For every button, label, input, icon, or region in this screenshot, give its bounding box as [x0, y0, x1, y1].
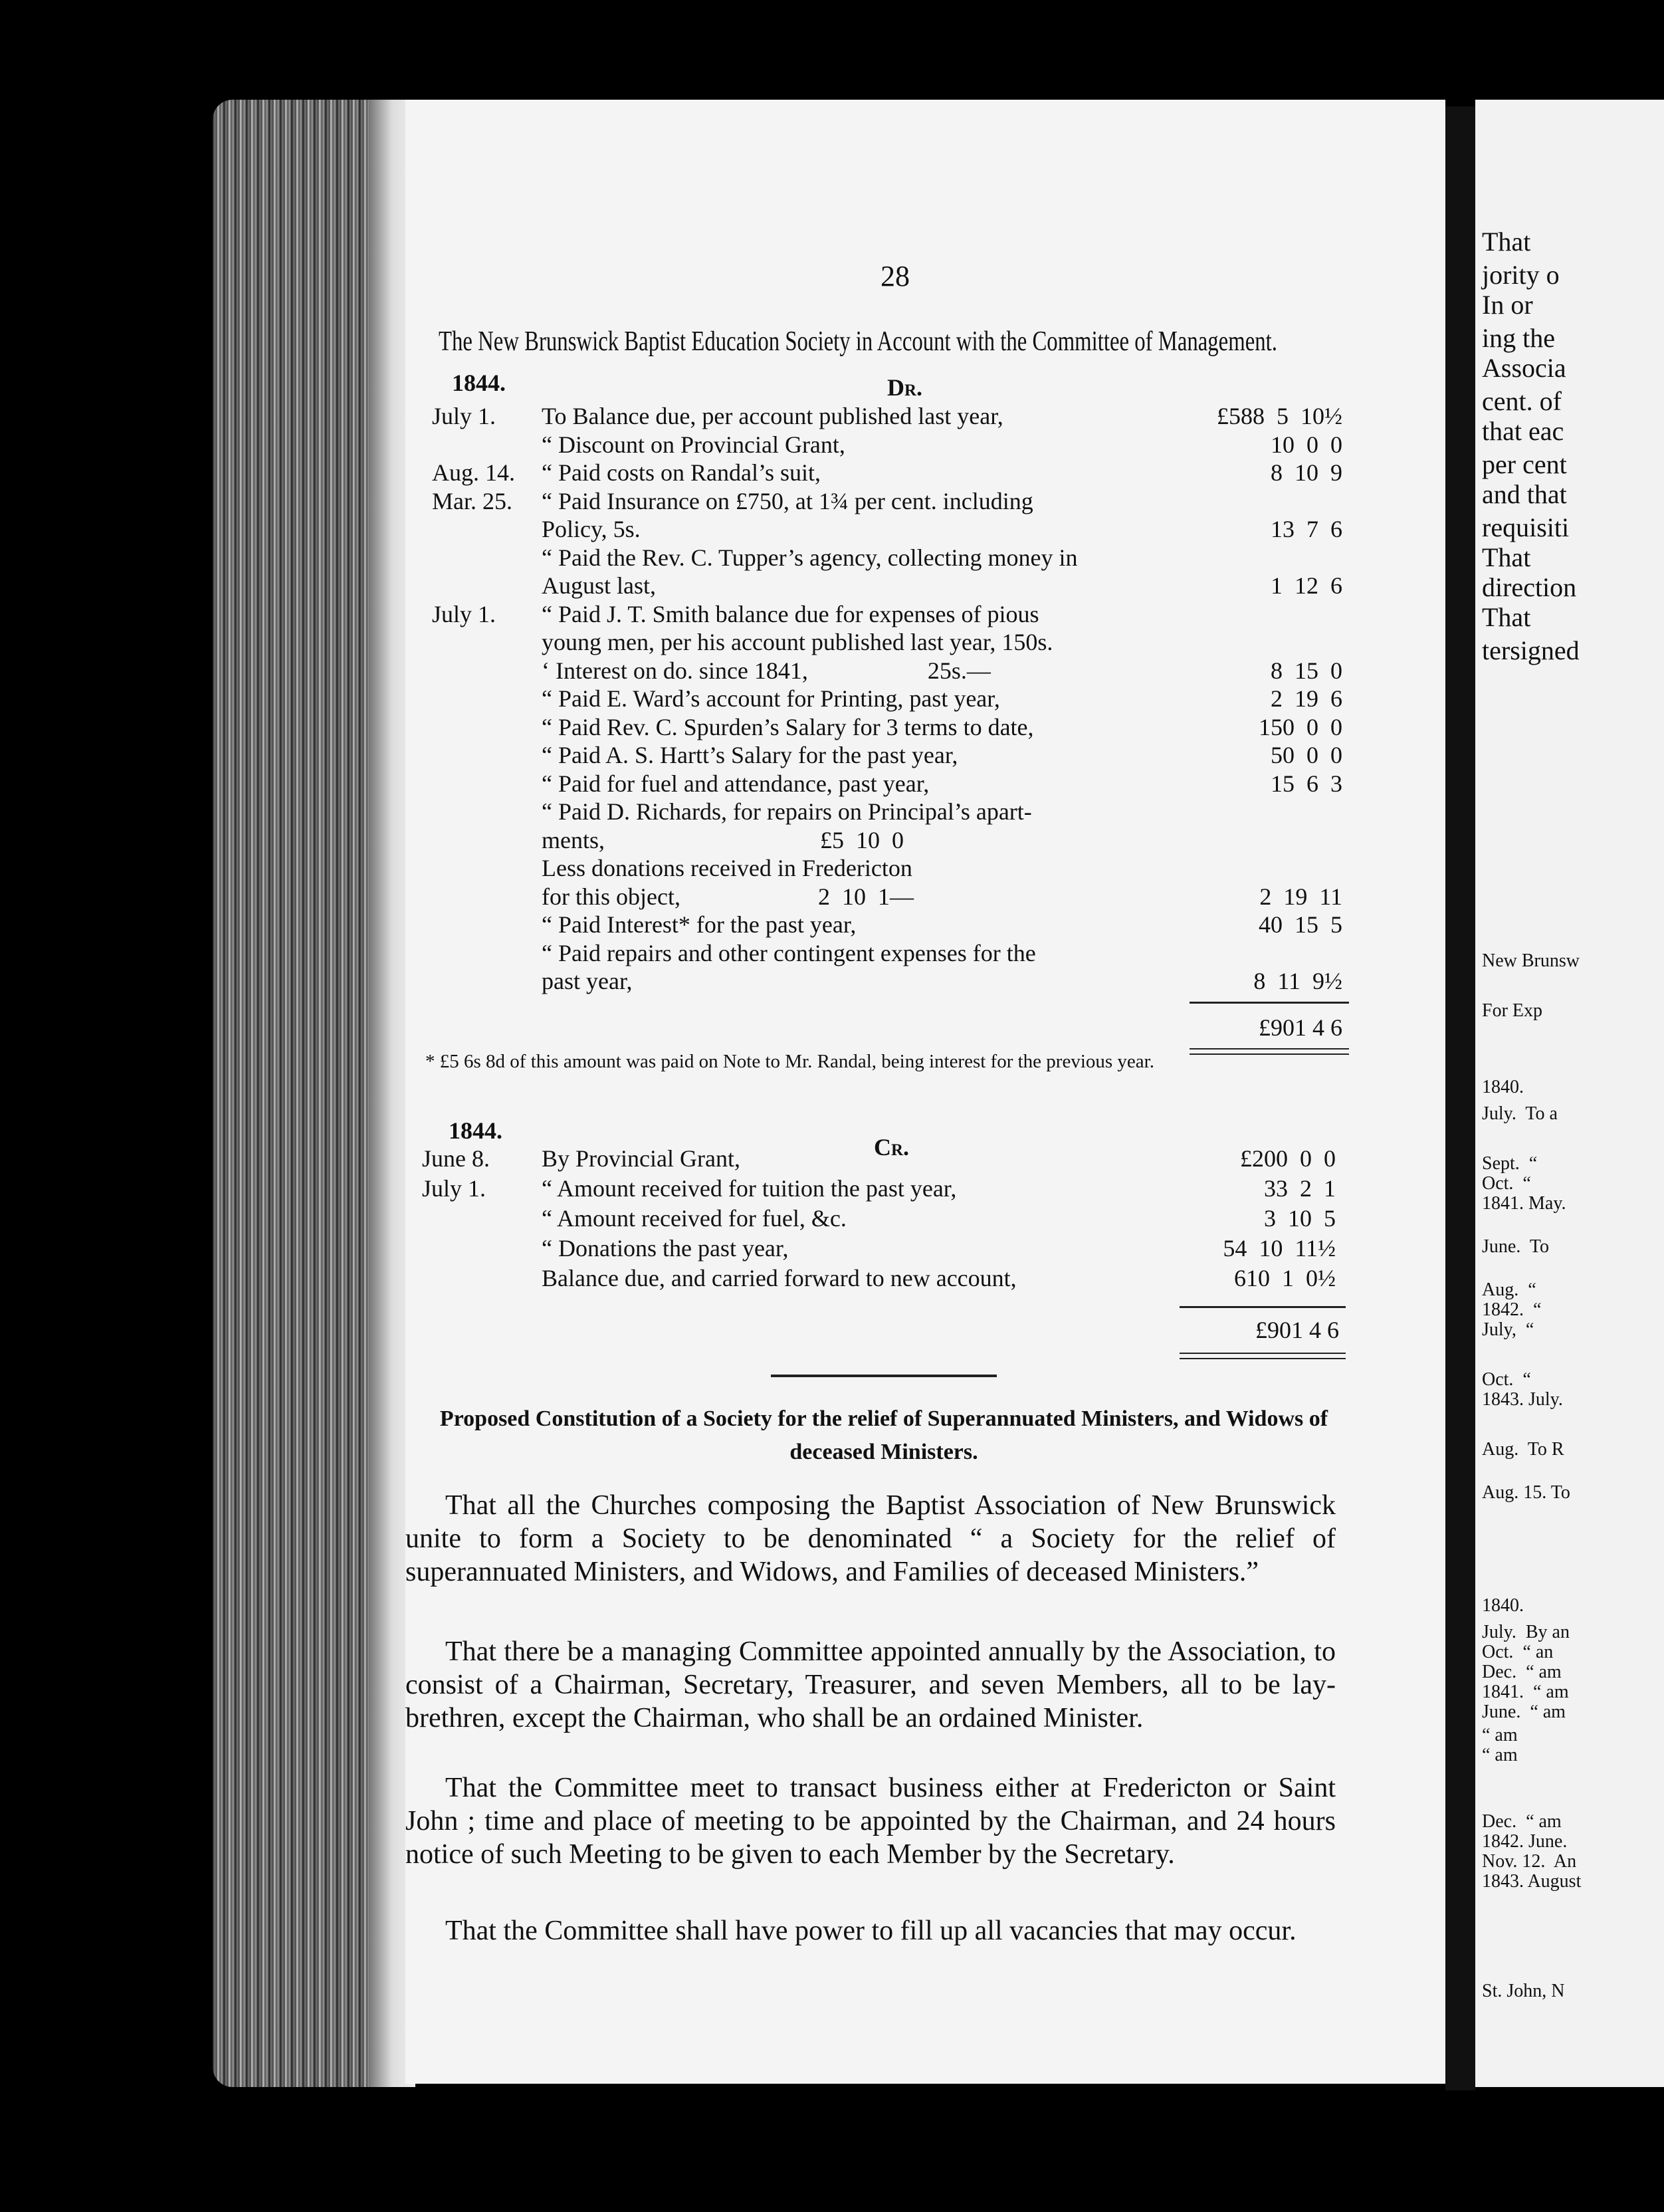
- right-page-fragment: requisiti: [1482, 512, 1570, 542]
- credit-entry-date: June 8.: [422, 1145, 490, 1172]
- right-page-fragment: In or: [1482, 290, 1533, 320]
- debit-total-rule-top: [1190, 1002, 1349, 1004]
- credit-entry-amount: £200 0 0: [1240, 1145, 1336, 1172]
- right-page-fragment: For Exp: [1482, 1000, 1542, 1021]
- debit-entry-amount: 2 19 11: [1259, 883, 1342, 910]
- right-page-fragment: July. By an: [1482, 1622, 1570, 1642]
- credit-entry-text: By Provincial Grant,: [542, 1145, 740, 1172]
- debit-entry-text: August last,: [542, 572, 657, 599]
- credit-entry-amount: 610 1 0½: [1234, 1265, 1336, 1291]
- right-page-fragment: 1841. “ am: [1482, 1682, 1569, 1702]
- debit-entry-text: Policy, 5s.: [542, 516, 641, 542]
- right-page-fragment: 1843. August: [1482, 1871, 1582, 1892]
- debit-entry-amount: 10 0 0: [1271, 431, 1342, 458]
- right-page-fragment: Dec. “ am: [1482, 1662, 1562, 1682]
- right-page-fragment: that eac: [1482, 416, 1564, 446]
- credit-total: £901 4 6: [1255, 1317, 1339, 1343]
- right-page-fragment: July, “: [1482, 1319, 1534, 1340]
- debit-entry-amount: 2 19 6: [1271, 685, 1342, 712]
- debit-entry-text: “ Discount on Provincial Grant,: [542, 431, 845, 458]
- debit-total-rule-bottom: [1190, 1048, 1349, 1050]
- debit-entry-date: Aug. 14.: [432, 459, 515, 486]
- debit-entry-text: “ Paid for fuel and attendance, past year,: [542, 770, 930, 797]
- right-page-fragment: ing the: [1482, 323, 1555, 353]
- debit-entry-amount: 8 11 9½: [1253, 968, 1342, 994]
- debit-entry-amount: 150 0 0: [1259, 713, 1342, 740]
- debit-entry-amount: 15 6 3: [1271, 770, 1342, 797]
- right-page-fragment: Dec. “ am: [1482, 1811, 1562, 1832]
- right-page-fragment: 1843. July.: [1482, 1389, 1563, 1410]
- debit-entry-date: Mar. 25.: [432, 487, 512, 514]
- right-page-fragment: That: [1482, 227, 1531, 257]
- section-title: Proposed Constitution of a Society for the relief of Superannuated Ministers, and Widows of deceased Ministers.: [439, 1406, 1328, 1464]
- account-title: The New Brunswick Baptist Education Society in Account with the Committee of Management.: [439, 326, 1277, 357]
- debit-entry-text: “ Paid costs on Randal’s suit,: [542, 459, 821, 486]
- right-page-fragment: 1842. June.: [1482, 1831, 1568, 1852]
- debit-entry-text: past year,: [542, 968, 633, 994]
- paragraph-2: That there be a managing Committee appointed annually by the Association, to consist of a Chairman, Secretary, Treasurer, and seven Members, all to be lay-brethren, except the Chairman, who shall be an ordained Minister.: [405, 1636, 1336, 1733]
- credit-entry-amount: 54 10 11½: [1223, 1235, 1336, 1262]
- credit-entry-amount: 33 2 1: [1264, 1175, 1336, 1202]
- debit-entry-text: “ Paid J. T. Smith balance due for expenses of pious: [542, 600, 1039, 627]
- debit-entry-text: “ Paid the Rev. C. Tupper’s agency, collecting money in: [542, 544, 1078, 571]
- right-page-fragment: Oct. “: [1482, 1173, 1531, 1194]
- right-page-fragment: “ am: [1482, 1725, 1518, 1745]
- credit-header: Cr.: [874, 1134, 910, 1161]
- right-page-fragment: 1840.: [1482, 1077, 1524, 1097]
- credit-total-rule-bottom-2: [1180, 1358, 1346, 1359]
- right-page-fragment: July. To a: [1482, 1103, 1558, 1124]
- credit-total-rule-top: [1180, 1306, 1346, 1308]
- debit-entry-amount: 1 12 6: [1271, 572, 1342, 599]
- debit-entry-text: Less donations received in Fredericton: [542, 855, 912, 881]
- debit-entry-text: “ Paid E. Ward’s account for Printing, past year,: [542, 685, 1000, 712]
- credit-entry-amount: 3 10 5: [1264, 1205, 1336, 1232]
- right-page-fragment: 1840.: [1482, 1595, 1524, 1616]
- right-page-fragment: Oct. “: [1482, 1369, 1531, 1390]
- credit-entry-text: “ Amount received for fuel, &c.: [542, 1205, 847, 1232]
- debit-entry-text: young men, per his account published last year, 150s.: [542, 629, 1053, 655]
- debit-entry-text: ments, £5 10 0: [542, 826, 904, 853]
- credit-year: 1844.: [449, 1117, 502, 1144]
- debit-entry-amount: £588 5 10½: [1217, 403, 1342, 429]
- right-page-fragment: Aug. 15. To: [1482, 1482, 1570, 1503]
- right-page: [1475, 100, 1664, 2087]
- right-page-fragment: Aug. “: [1482, 1279, 1536, 1300]
- credit-entry-text: “ Donations the past year,: [542, 1235, 789, 1262]
- right-page-fragment: Aug. To R: [1482, 1439, 1564, 1460]
- debit-entry-text: “ Paid D. Richards, for repairs on Principal’s apart-: [542, 798, 1032, 825]
- debit-entry-text: To Balance due, per account published last year,: [542, 403, 1003, 429]
- paragraph-4: That the Committee shall have power to fill up all vacancies that may occur.: [445, 1916, 1297, 1946]
- credit-entry-text: “ Amount received for tuition the past year,: [542, 1175, 957, 1202]
- debit-entry-text: “ Paid Rev. C. Spurden’s Salary for 3 terms to date,: [542, 713, 1034, 740]
- footnote: * £5 6s 8d of this amount was paid on Note to Mr. Randal, being interest for the previous year.: [425, 1051, 1154, 1072]
- paragraph-1: That all the Churches composing the Baptist Association of New Brunswick unite to form a Society to be denominated “ a Society for the relief of superannuated Ministers, and Widows, and Families of deceased Ministers.”: [405, 1490, 1336, 1587]
- right-page-fragment: jority o: [1482, 260, 1560, 290]
- section-divider: [771, 1375, 997, 1377]
- debit-year: 1844.: [452, 370, 506, 396]
- right-page-fragment: Oct. “ an: [1482, 1642, 1554, 1662]
- debit-total: £901 4 6: [1259, 1014, 1342, 1041]
- debit-entry-amount: 50 0 0: [1271, 742, 1342, 768]
- right-page-fragment: tersigned: [1482, 635, 1580, 665]
- right-page-fragment: June. To: [1482, 1236, 1549, 1257]
- debit-header: Dr.: [887, 374, 923, 401]
- credit-entry-text: Balance due, and carried forward to new account,: [542, 1265, 1017, 1291]
- paragraph-3: That the Committee meet to transact business either at Fredericton or Saint John ; time and place of meeting to be appointed by the Chairman, and 24 hours notice of such Meeting to be given to each Member by the Secretary.: [405, 1773, 1336, 1870]
- debit-entry-amount: 40 15 5: [1259, 911, 1342, 938]
- right-page-fragment: cent. of: [1482, 386, 1562, 416]
- debit-entry-date: July 1.: [432, 403, 496, 429]
- debit-entry-date: July 1.: [432, 600, 496, 627]
- right-page-fragment: That: [1482, 602, 1531, 632]
- right-page-fragment: Sept. “: [1482, 1153, 1538, 1174]
- right-page-fragment: direction: [1482, 572, 1577, 602]
- right-page-fragment: 1841. May.: [1482, 1193, 1566, 1214]
- right-page-fragment: Nov. 12. An: [1482, 1851, 1577, 1872]
- right-page-fragment: June. “ am: [1482, 1702, 1566, 1722]
- debit-entry-text: for this object, 2 10 1—: [542, 883, 914, 910]
- credit-entry-date: July 1.: [422, 1175, 486, 1202]
- page-number: 28: [881, 260, 910, 292]
- credit-total-rule-bottom: [1180, 1353, 1346, 1354]
- debit-entry-text: “ Paid Interest* for the past year,: [542, 911, 857, 938]
- right-page-fragment: and that: [1482, 479, 1567, 509]
- right-page-fragment: 1842. “: [1482, 1299, 1542, 1320]
- right-page-fragment: per cent: [1482, 449, 1567, 479]
- right-page-fragment: St. John, N: [1482, 1981, 1565, 2001]
- book-page-edges: [213, 100, 372, 2087]
- right-page-fragment: New Brunsw: [1482, 950, 1580, 971]
- right-page-fragment: Associa: [1482, 353, 1566, 383]
- debit-entry-text: “ Paid Insurance on £750, at 1¾ per cent. including: [542, 487, 1033, 514]
- book-gutter: [1445, 106, 1475, 2090]
- right-page-fragment: That: [1482, 542, 1531, 572]
- debit-entry-text: ‘ Interest on do. since 1841, 25s.—: [542, 657, 991, 684]
- debit-entry-text: “ Paid A. S. Hartt’s Salary for the past year,: [542, 742, 958, 768]
- right-page-fragment: “ am: [1482, 1745, 1518, 1765]
- debit-entry-amount: 8 10 9: [1271, 459, 1342, 486]
- debit-entry-text: “ Paid repairs and other contingent expenses for the: [542, 939, 1036, 966]
- debit-entry-amount: 8 15 0: [1271, 657, 1342, 684]
- debit-entry-amount: 13 7 6: [1271, 516, 1342, 542]
